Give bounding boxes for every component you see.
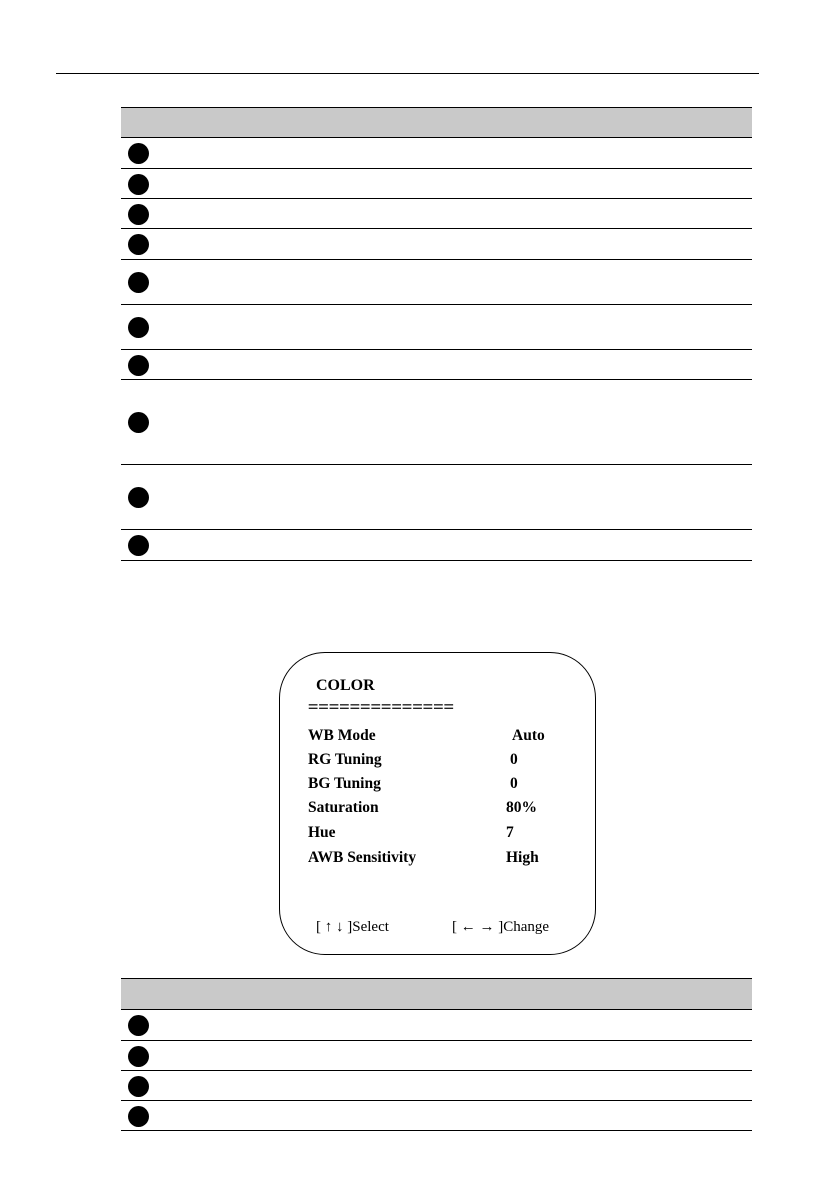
number-marker-icon — [128, 1106, 149, 1127]
menu-value-bg-tuning: 0 — [510, 775, 518, 792]
table-row — [121, 380, 752, 465]
number-marker-icon — [128, 174, 149, 195]
table-row — [121, 305, 752, 350]
menu-value-saturation: 80% — [506, 799, 537, 816]
table-header — [121, 107, 752, 138]
legend-table-2 — [121, 978, 752, 1131]
menu-item-wb-mode[interactable]: WB Mode — [308, 727, 376, 744]
number-marker-icon — [128, 412, 149, 433]
number-marker-icon — [128, 204, 149, 225]
menu-value-awb-sensitivity: High — [506, 849, 539, 866]
select-hint: [ ↑ ↓ ]Select — [316, 919, 389, 935]
table-header — [121, 978, 752, 1010]
number-marker-icon — [128, 355, 149, 376]
menu-item-hue[interactable]: Hue — [308, 824, 336, 841]
number-marker-icon — [128, 234, 149, 255]
legend-table-1 — [121, 107, 752, 561]
menu-item-awb-sensitivity[interactable]: AWB Sensitivity — [308, 849, 417, 866]
menu-item-rg-tuning[interactable]: RG Tuning — [308, 751, 382, 768]
menu-item-saturation[interactable]: Saturation — [308, 799, 379, 816]
menu-value-wb-mode: Auto — [512, 727, 545, 744]
table-row — [121, 350, 752, 380]
menu-value-rg-tuning: 0 — [510, 751, 518, 768]
number-marker-icon — [128, 487, 149, 508]
table-row — [121, 169, 752, 199]
number-marker-icon — [128, 1046, 149, 1067]
menu-item-bg-tuning[interactable]: BG Tuning — [308, 775, 381, 792]
number-marker-icon — [128, 535, 149, 556]
table-row — [121, 260, 752, 305]
table-row — [121, 1101, 752, 1131]
menu-value-hue: 7 — [506, 824, 514, 841]
number-marker-icon — [128, 272, 149, 293]
menu-title: COLOR — [316, 677, 375, 694]
osd-color-menu — [279, 652, 596, 955]
table-row — [121, 530, 752, 561]
table-row — [121, 199, 752, 229]
number-marker-icon — [128, 1076, 149, 1097]
menu-separator: ============== — [308, 697, 455, 717]
table-row — [121, 1071, 752, 1101]
number-marker-icon — [128, 317, 149, 338]
table-row — [121, 229, 752, 260]
change-hint: [ ← → ]Change — [452, 919, 550, 935]
number-marker-icon — [128, 143, 149, 164]
number-marker-icon — [128, 1015, 149, 1036]
table-row — [121, 138, 752, 169]
header-rule — [56, 73, 759, 74]
table-row — [121, 465, 752, 530]
table-row — [121, 1041, 752, 1071]
table-row — [121, 1010, 752, 1041]
